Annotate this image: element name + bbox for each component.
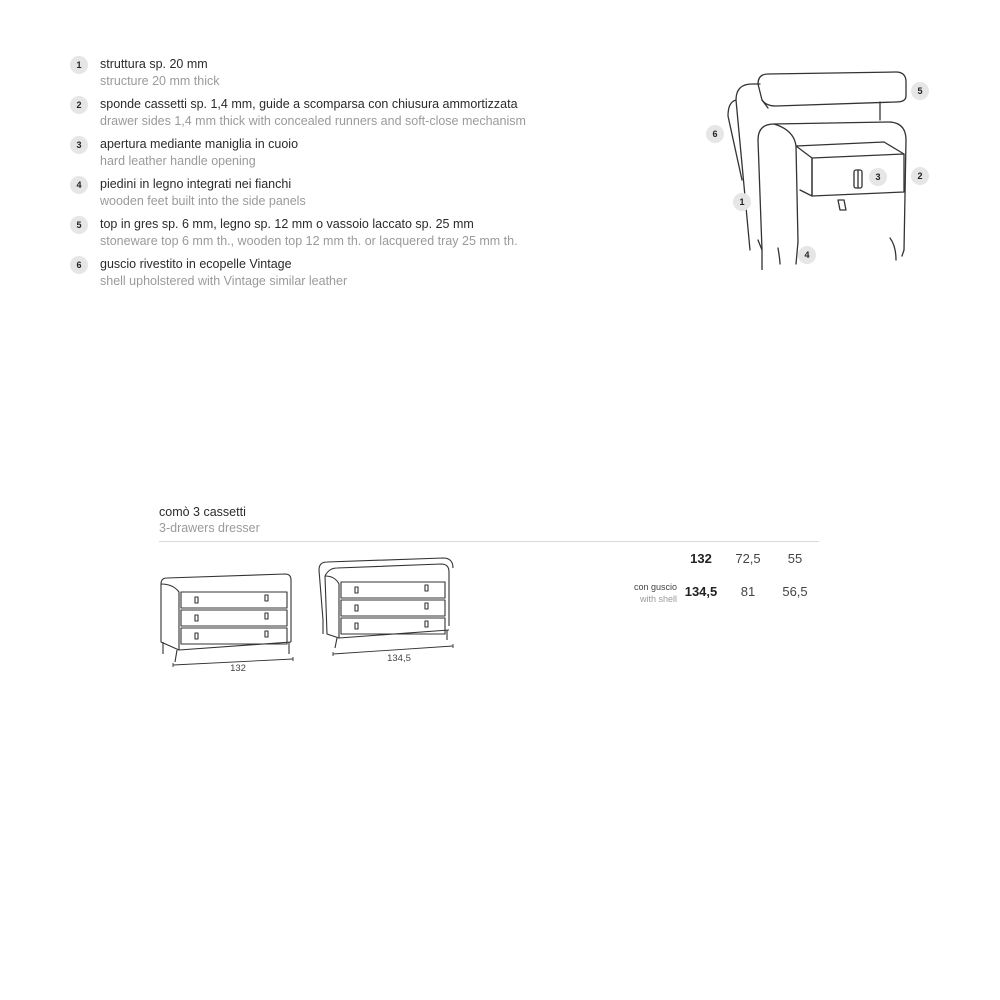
nightstand-drawing — [700, 60, 940, 270]
feature-number: 2 — [70, 96, 88, 114]
row2-width: 134,5 — [684, 584, 718, 599]
row2-label-it: con guscio — [633, 582, 677, 592]
row2-label-en: with shell — [639, 594, 677, 604]
marker-1: 1 — [733, 193, 751, 211]
feature-number: 5 — [70, 216, 88, 234]
marker-2: 2 — [911, 167, 929, 185]
feature-number: 6 — [70, 256, 88, 274]
feature-number: 4 — [70, 176, 88, 194]
feature-text-it: struttura sp. 20 mm — [100, 57, 208, 71]
feature-number: 1 — [70, 56, 88, 74]
feature-text-it: piedini in legno integrati nei fianchi — [100, 177, 292, 191]
feature-text-it: top in gres sp. 6 mm, legno sp. 12 mm o vassoio laccato sp. 25 mm — [100, 217, 474, 231]
body — [758, 122, 906, 250]
nightstand-illustration — [700, 60, 940, 270]
row1-height: 72,5 — [735, 551, 761, 566]
row1-width: 132 — [690, 551, 712, 566]
marker-6: 6 — [706, 125, 724, 143]
feature-text-en: hard leather handle opening — [100, 154, 256, 168]
dresser-standard-svg — [155, 570, 300, 675]
dresser-shell-svg — [315, 556, 460, 661]
feature-item — [70, 216, 630, 256]
feature-text-en: shell upholstered with Vintage similar leather — [100, 274, 348, 288]
feature-text-en: stoneware top 6 mm th., wooden top 12 mm th. or lacquered tray 25 mm th. — [100, 234, 518, 248]
feature-text-it: guscio rivestito in ecopelle Vintage — [100, 257, 292, 271]
feature-item — [70, 256, 630, 296]
marker-5: 5 — [911, 82, 929, 100]
marker-4: 4 — [798, 246, 816, 264]
leg-front-right — [890, 238, 896, 260]
row2-depth: 56,5 — [782, 584, 808, 599]
feature-item — [70, 56, 630, 96]
product-title-it: comò 3 cassetti — [159, 505, 246, 519]
dresser-drawing-shell — [315, 556, 460, 661]
row2-height: 81 — [740, 584, 756, 599]
feature-item — [70, 96, 630, 136]
marker-3: 3 — [869, 168, 887, 186]
features-list — [70, 56, 630, 296]
feature-number: 3 — [70, 136, 88, 154]
row1-depth: 55 — [787, 551, 803, 566]
feature-text-it: apertura mediante maniglia in cuoio — [100, 137, 299, 151]
dresser-shell-width-label: 134,5 — [387, 653, 411, 664]
feature-item — [70, 176, 630, 216]
leg-back-left — [778, 248, 780, 264]
product-title-en: 3-drawers dresser — [159, 521, 260, 535]
dresser-standard-width-label: 132 — [230, 663, 246, 674]
feature-text-en: drawer sides 1,4 mm thick with concealed runners and soft-close mechanism — [100, 114, 526, 128]
feature-text-it: sponde cassetti sp. 1,4 mm, guide a scomparsa con chiusura ammortizzata — [100, 97, 518, 111]
feature-text-en: wooden feet built into the side panels — [100, 194, 306, 208]
section-divider — [159, 541, 819, 542]
dresser-drawing-standard — [155, 570, 300, 675]
feature-item — [70, 136, 630, 176]
top-tray — [758, 72, 906, 106]
feature-text-en: structure 20 mm thick — [100, 74, 220, 88]
